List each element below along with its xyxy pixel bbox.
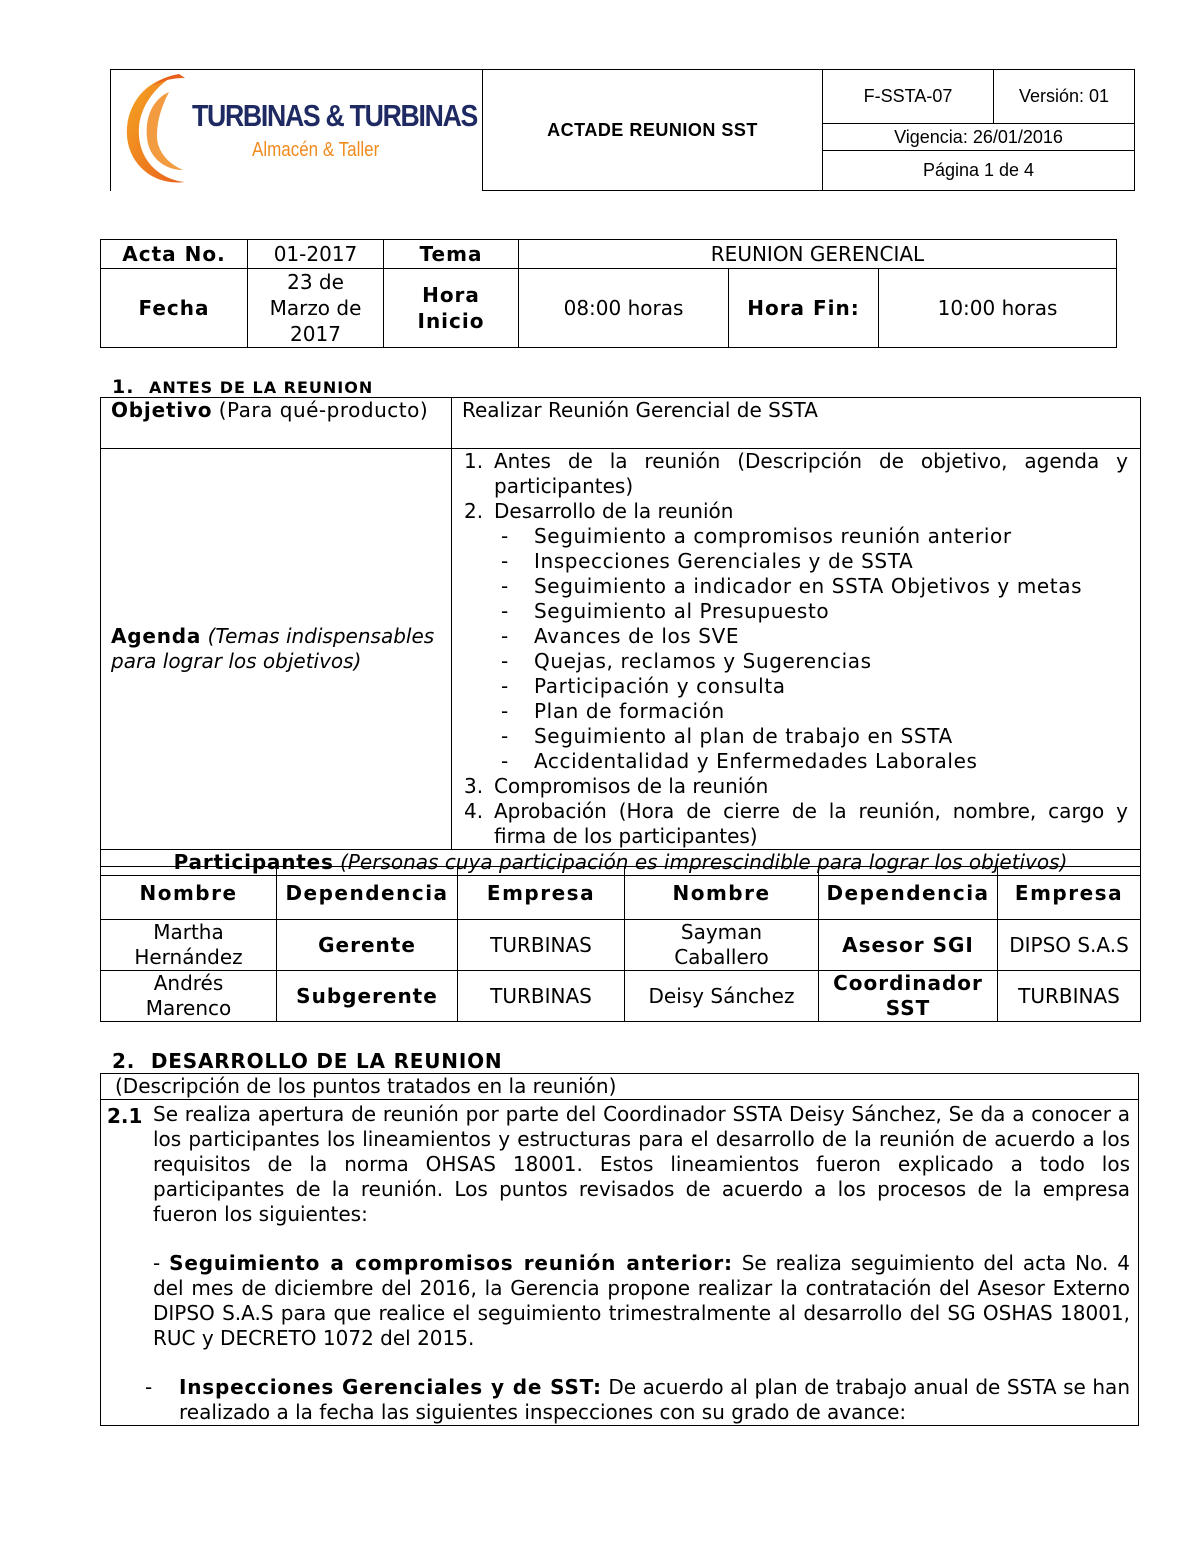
point-2-title: Inspecciones Gerenciales y de SST:: [179, 1375, 602, 1399]
doc-title: ACTADE REUNION SST: [483, 70, 823, 191]
agenda-item: 2. Desarrollo de la reunión - Seguimiento a compromisos reunión anterior - Inspecciones Gerenciales y de SSTA - Seguimiento a indicador en SSTA Objetivos y metas - Seguimiento al Presupuesto - Avances de los SVE - Quejas, reclamos y Sugerencias - Participación y consulta - Plan de formación - Seguimiento al plan de trabajo en SSTA - Accidentalidad y Enfermedades Laborales: [494, 499, 1128, 774]
participants-header-row: [101, 867, 1141, 920]
cell-nombre: Deisy Sánchez: [625, 971, 819, 1022]
tema-value: REUNION GERENCIAL: [519, 240, 1117, 269]
acta-label: Acta No.: [101, 240, 248, 269]
agenda-item: 4. Aprobación (Hora de cierre de la reunión, nombre, cargo y firma de los participantes): [464, 799, 1128, 848]
agenda-item: 1. Antes de la reunión (Descripción de objetivo, agenda y participantes): [464, 449, 1128, 498]
agenda-subitem: - Seguimiento al Presupuesto: [494, 599, 1128, 624]
table-row: [101, 971, 1141, 1022]
agenda-subitem: - Seguimiento a indicador en SSTA Objetivos y metas: [494, 574, 1128, 599]
meeting-info-table: [100, 239, 1117, 348]
objetivo-cell: [101, 398, 452, 449]
section-2-title: DESARROLLO DE LA REUNION: [150, 1049, 503, 1073]
logo-cell: [111, 70, 483, 191]
agenda-subitem: - Inspecciones Gerenciales y de SSTA: [494, 549, 1128, 574]
agenda-subitem: - Seguimiento a compromisos reunión anterior: [494, 524, 1128, 549]
section-2-body: [101, 1102, 1138, 1425]
cell-empresa: TURBINAS: [998, 971, 1141, 1022]
col-header: Nombre: [625, 867, 819, 920]
point-1-text: Se realiza seguimiento del acta No. 4 del mes de diciembre del 2016, la Gerencia propone realizar la contratación del Asesor Externo DIPSO S.A.S para que realice el seguimiento trimestralmente al desarrollo del SG OSHAS 18001, RUC y DECRETO 1072 del 2015.: [153, 1251, 1131, 1350]
acta-value: 01-2017: [248, 240, 384, 269]
section-1-table: [100, 397, 1141, 876]
participants-table: [100, 866, 1141, 1022]
item-text: Se realiza apertura de reunión por parte del Coordinador SSTA Deisy Sánchez, Se da a conocer a los participantes los lineamientos y estructuras para el desarrollo de la reunión de acuerdo a los requisitos de la norma OHSAS 18001. Estos lineamientos fueron explicado a todo los participantes de la reunión. Los puntos revisados de acuerdo a los procesos de la empresa fueron los siguientes:: [153, 1102, 1130, 1226]
fecha-label: Fecha: [101, 269, 248, 348]
agenda-subitem: - Plan de formación: [494, 699, 1128, 724]
agenda-note: (Temas indispensables para lograr los objetivos): [111, 624, 435, 673]
col-header: Dependencia: [277, 867, 458, 920]
objetivo-note: (Para qué-producto): [218, 398, 429, 422]
item-number: 2.1: [107, 1104, 143, 1128]
agenda-label: Agenda: [111, 624, 202, 648]
doc-version: Versión: 01: [994, 70, 1135, 124]
doc-page: Página 1 de 4: [823, 151, 1135, 191]
doc-code: F-SSTA-07: [823, 70, 994, 124]
col-header: Nombre: [101, 867, 277, 920]
cell-dependencia: Gerente: [277, 920, 458, 971]
tema-label: Tema: [384, 240, 519, 269]
cell-empresa: TURBINAS: [458, 920, 625, 971]
hora-inicio-value: 08:00 horas: [519, 269, 729, 348]
company-logo-swirl-icon: [123, 70, 197, 190]
agenda-subitem: - Participación y consulta: [494, 674, 1128, 699]
agenda-subitem: - Seguimiento al plan de trabajo en SSTA: [494, 724, 1128, 749]
participants-label: Participantes: [173, 850, 334, 874]
cell-empresa: DIPSO S.A.S: [998, 920, 1141, 971]
col-header: Dependencia: [819, 867, 998, 920]
agenda-subitem: - Accidentalidad y Enfermedades Laborales: [494, 749, 1128, 774]
objetivo-label: Objetivo: [111, 398, 213, 422]
col-header: Empresa: [458, 867, 625, 920]
point-1-title: Seguimiento a compromisos reunión anterior:: [169, 1251, 733, 1275]
hora-inicio-label: Hora Inicio: [384, 269, 519, 348]
agenda-list: [454, 449, 1128, 849]
agenda-subitem: - Quejas, reclamos y Sugerencias: [494, 649, 1128, 674]
agenda-subitems: [494, 524, 1128, 774]
section-1-title: ANTES DE LA REUNION: [149, 378, 374, 397]
section-2-box: [100, 1073, 1139, 1426]
company-subtitle: Almacén & Taller: [252, 139, 380, 161]
agenda-cell: [101, 449, 452, 850]
cell-dependencia: Coordinador SST: [819, 971, 998, 1022]
hora-fin-value: 10:00 horas: [879, 269, 1117, 348]
col-header: Empresa: [998, 867, 1141, 920]
objetivo-value: Realizar Reunión Gerencial de SSTA: [452, 398, 1141, 449]
doc-vigencia: Vigencia: 26/01/2016: [823, 124, 1135, 151]
section-2-number: 2.: [112, 1049, 136, 1073]
section-2-heading: [112, 1049, 502, 1073]
hora-fin-label: Hora Fin:: [729, 269, 879, 348]
table-row: [101, 920, 1141, 971]
cell-dependencia: Subgerente: [277, 971, 458, 1022]
cell-nombre: Andrés Marenco: [101, 971, 277, 1022]
fecha-value: 23 de Marzo de 2017: [248, 269, 384, 348]
cell-nombre: Sayman Caballero: [625, 920, 819, 971]
point-2-text: De acuerdo al plan de trabajo anual de SSTA se han realizado a la fecha las siguientes inspecciones con su grado de avance:: [179, 1375, 1130, 1424]
point-1: - Seguimiento a compromisos reunión anterior: Se realiza seguimiento del acta No. 4 del mes de diciembre del 2016, la Gerencia propone realizar la contratación del Asesor Externo DIPSO S.A.S para que realice el seguimiento trimestralmente al desarrollo del SG OSHAS 18001, RUC y DECRETO 1072 del 2015.: [153, 1251, 1131, 1350]
section-1-heading: [112, 376, 373, 398]
agenda-list-cell: [452, 449, 1141, 850]
logo-border-gap: [124, 188, 469, 192]
agenda-subitem: - Avances de los SVE: [494, 624, 1128, 649]
section-2-description: (Descripción de los puntos tratados en la reunión): [101, 1074, 1138, 1100]
cell-empresa: TURBINAS: [458, 971, 625, 1022]
section-1-number: 1.: [112, 376, 135, 398]
cell-dependencia: Asesor SGI: [819, 920, 998, 971]
company-name: TURBINAS & TURBINAS: [192, 98, 478, 133]
participants-note: (Personas cuya participación es imprescindible para lograr los objetivos): [340, 850, 1068, 874]
document-header: [110, 69, 1135, 191]
agenda-item: 3. Compromisos de la reunión: [464, 774, 769, 798]
point-2: - Inspecciones Gerenciales y de SST: De acuerdo al plan de trabajo anual de SSTA se han realizado a la fecha las siguientes inspecciones con su grado de avance:: [145, 1375, 1130, 1424]
cell-nombre: Martha Hernández: [101, 920, 277, 971]
